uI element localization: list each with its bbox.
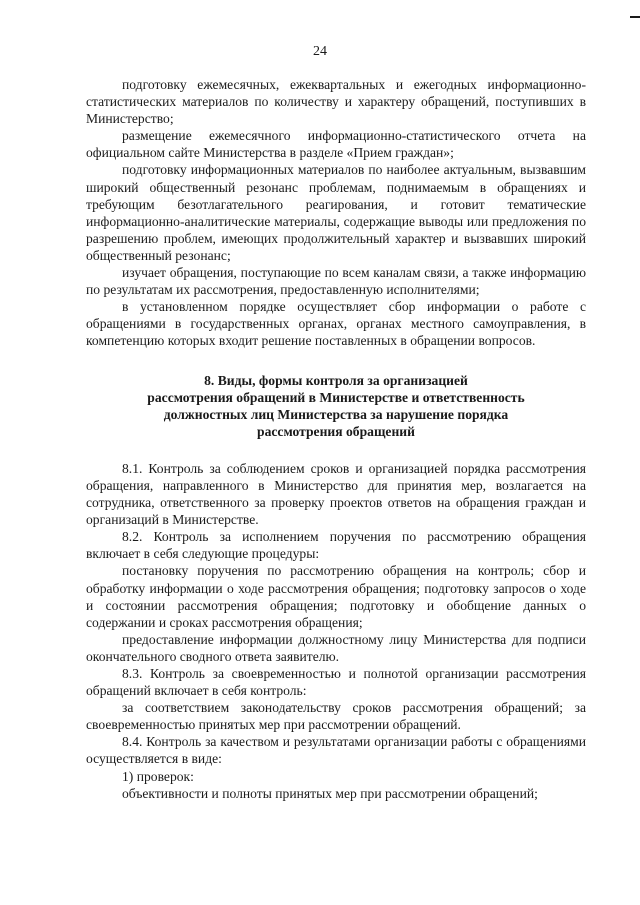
paragraph: 8.2. Контроль за исполнением поручения по рассмотрению обращения включает в себя следующие процедуры:	[86, 529, 586, 562]
paragraph: постановку поручения по рассмотрению обращения на контроль; сбор и обработку информации о ходе рассмотрения обращения; подготовку запросов о ходе и состоянии рассмотрения обращения; подготовку и обобщение данных о содержании и сроках рассмотрения обращения;	[86, 563, 586, 630]
paragraph: изучает обращения, поступающие по всем каналам связи, а также информацию по результатам их рассмотрения, предоставленную исполнителями;	[86, 265, 586, 298]
paragraph: 8.1. Контроль за соблюдением сроков и организацией порядка рассмотрения обращения, направленного в Министерство для принятия мер, возлагается на сотрудника, ответственного за проверку проектов ответов на обращения граждан и организаций в Министерстве.	[86, 460, 586, 528]
paragraph: в установленном порядке осуществляет сбор информации о работе с обращениями в государственных органах, органах местного самоуправления, в компетенцию которых входит решение поставленных в обращении вопросов.	[86, 299, 586, 349]
page-number: 24	[313, 44, 327, 59]
paragraph: 8.3. Контроль за своевременностью и полнотой организации рассмотрения обращений включает в себя контроль:	[86, 666, 586, 699]
heading-line: 8. Виды, формы контроля за организацией	[204, 372, 468, 388]
paragraph: 1) проверок:	[122, 768, 194, 784]
paragraph: 8.4. Контроль за качеством и результатами организации работы с обращениями осуществляется в виде:	[86, 734, 586, 767]
paragraph: подготовку ежемесячных, ежеквартальных и ежегодных информационно-статистических материалов по количеству и характеру обращений, поступивших в Министерство;	[86, 77, 586, 127]
paragraph: предоставление информации должностному лицу Министерства для подписи окончательного сводного ответа заявителю.	[86, 631, 586, 664]
paragraph: подготовку информационных материалов по наиболее актуальным, вызвавшим широкий общественный резонанс проблемам, поднимаемым в обращениях и требующим безотлагательного реагирования, и готовит тематические информационно-аналитические материалы, содержащие выводы или предложения по разрешению проблем, имеющих продолжительный характер и вызвавших широкий общественный резонанс;	[86, 162, 586, 263]
heading-line: рассмотрения обращений в Министерстве и ответственность	[147, 389, 525, 405]
section-heading	[86, 372, 586, 440]
document-body	[86, 76, 586, 802]
paragraph: объективности и полноты принятых мер при рассмотрении обращений;	[122, 785, 538, 801]
paragraph: размещение ежемесячного информационно-статистического отчета на официальном сайте Министерства в разделе «Прием граждан»;	[86, 128, 586, 161]
heading-line: рассмотрения обращений	[257, 423, 415, 439]
paragraph: за соответствием законодательству сроков рассмотрения обращений; за своевременностью принятых мер при рассмотрении обращений.	[86, 700, 586, 733]
corner-mark	[630, 16, 640, 18]
heading-line: должностных лиц Министерства за нарушение порядка	[163, 406, 509, 422]
